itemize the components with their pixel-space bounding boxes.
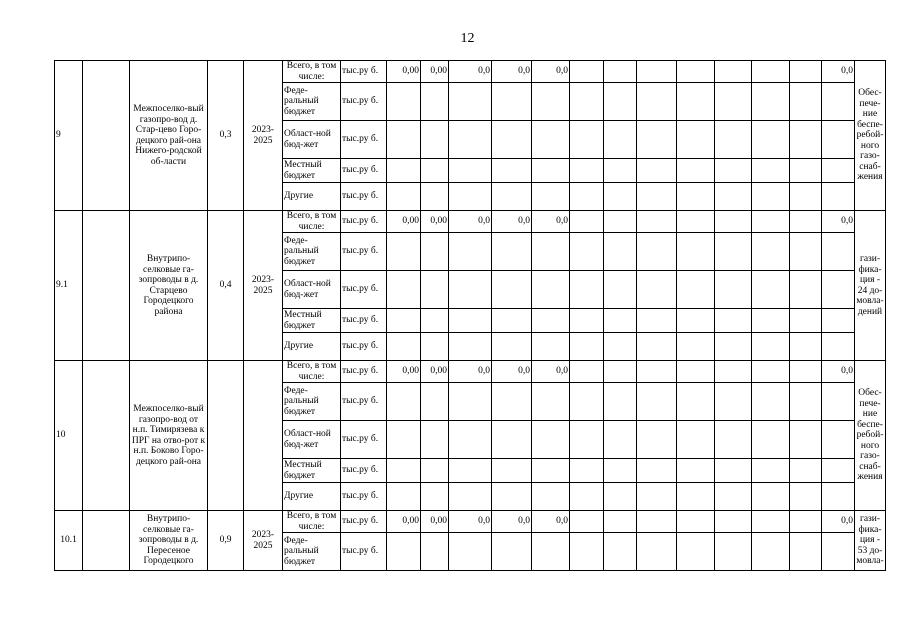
empty-cell (570, 309, 604, 333)
empty-cell (83, 511, 130, 571)
empty-cell (604, 421, 637, 459)
amount-cell: 0,0 (532, 61, 570, 83)
empty-cell (604, 483, 637, 511)
empty-cell (387, 383, 421, 421)
empty-cell (570, 361, 604, 383)
empty-cell (604, 61, 637, 83)
empty-cell (449, 383, 492, 421)
unit-label: тыс.ру б. (341, 309, 387, 333)
empty-cell (790, 159, 822, 183)
length-value (208, 361, 244, 511)
empty-cell (387, 483, 421, 511)
empty-cell (790, 361, 822, 383)
amount-cell: 0,0 (492, 211, 532, 233)
empty-cell (822, 233, 855, 271)
empty-cell (449, 183, 492, 211)
empty-cell (421, 459, 449, 483)
row-number: 10 (55, 361, 83, 511)
empty-cell (637, 183, 677, 211)
empty-cell (449, 459, 492, 483)
empty-cell (715, 61, 752, 83)
empty-cell (822, 271, 855, 309)
empty-cell (715, 183, 752, 211)
empty-cell (387, 459, 421, 483)
empty-cell (492, 271, 532, 309)
empty-cell (790, 483, 822, 511)
empty-cell (532, 421, 570, 459)
empty-cell (532, 383, 570, 421)
funding-source: Всего, в том числе: (283, 211, 341, 233)
page-number: 12 (460, 31, 475, 46)
empty-cell (637, 121, 677, 159)
empty-cell (532, 459, 570, 483)
empty-cell (752, 309, 790, 333)
empty-cell (752, 211, 790, 233)
empty-cell (570, 383, 604, 421)
funding-source: Другие (283, 333, 341, 361)
empty-cell (677, 83, 715, 121)
amount-cell: 0,0 (822, 511, 855, 533)
empty-cell (637, 511, 677, 533)
empty-cell (752, 361, 790, 383)
empty-cell (570, 159, 604, 183)
funding-source: Феде-ральный бюджет (283, 533, 341, 571)
expected-result: Обес-пече-ние беспе-ребой-ного газо-снаб-жения (855, 61, 886, 211)
empty-cell (604, 511, 637, 533)
empty-cell (790, 511, 822, 533)
object-name: Межпоселко-вый газопро-вод д. Стар-цево Горо-децкого рай-она Нижего-родской об-ласти (130, 61, 208, 211)
empty-cell (570, 83, 604, 121)
funding-source: Всего, в том числе: (283, 511, 341, 533)
empty-cell (715, 121, 752, 159)
amount-cell: 0,0 (449, 211, 492, 233)
unit-label: тыс.ру б. (341, 421, 387, 459)
empty-cell (421, 483, 449, 511)
empty-cell (677, 61, 715, 83)
empty-cell (677, 483, 715, 511)
empty-cell (532, 533, 570, 571)
empty-cell (637, 459, 677, 483)
empty-cell (387, 183, 421, 211)
empty-cell (752, 533, 790, 571)
empty-cell (570, 233, 604, 271)
empty-cell (715, 421, 752, 459)
empty-cell (492, 233, 532, 271)
unit-label: тыс.ру б. (341, 83, 387, 121)
funding-source: Феде-ральный бюджет (283, 383, 341, 421)
empty-cell (752, 121, 790, 159)
empty-cell (637, 333, 677, 361)
empty-cell (532, 333, 570, 361)
empty-cell (387, 121, 421, 159)
empty-cell (421, 333, 449, 361)
empty-cell (637, 159, 677, 183)
empty-cell (604, 333, 637, 361)
empty-cell (604, 83, 637, 121)
empty-cell (822, 421, 855, 459)
empty-cell (387, 309, 421, 333)
unit-label: тыс.ру б. (341, 459, 387, 483)
empty-cell (752, 183, 790, 211)
funding-source: Феде-ральный бюджет (283, 83, 341, 121)
empty-cell (752, 511, 790, 533)
expected-result: гази-фика-ция - 24 до-мовла-дений (855, 211, 886, 361)
empty-cell (677, 459, 715, 483)
empty-cell (790, 421, 822, 459)
empty-cell (532, 271, 570, 309)
empty-cell (604, 233, 637, 271)
amount-cell: 0,0 (449, 61, 492, 83)
empty-cell (492, 309, 532, 333)
unit-label: тыс.ру б. (341, 533, 387, 571)
empty-cell (752, 233, 790, 271)
empty-cell (715, 383, 752, 421)
empty-cell (677, 211, 715, 233)
empty-cell (449, 233, 492, 271)
empty-cell (449, 483, 492, 511)
empty-cell (637, 211, 677, 233)
funding-source: Местный бюджет (283, 159, 341, 183)
empty-cell (570, 211, 604, 233)
row-number: 10.1 (55, 511, 83, 571)
empty-cell (790, 183, 822, 211)
empty-cell (715, 271, 752, 309)
empty-cell (570, 61, 604, 83)
empty-cell (752, 83, 790, 121)
empty-cell (570, 183, 604, 211)
empty-cell (387, 533, 421, 571)
empty-cell (492, 83, 532, 121)
empty-cell (752, 333, 790, 361)
empty-cell (790, 83, 822, 121)
unit-label: тыс.ру б. (341, 511, 387, 533)
expected-result: Обес-пече-ние беспе-ребой-ного газо-снаб-жения (855, 361, 886, 511)
empty-cell (570, 333, 604, 361)
length-value: 0,4 (208, 211, 244, 361)
empty-cell (715, 309, 752, 333)
unit-label: тыс.ру б. (341, 211, 387, 233)
empty-cell (790, 121, 822, 159)
empty-cell (715, 233, 752, 271)
empty-cell (822, 183, 855, 211)
amount-cell: 0,00 (421, 61, 449, 83)
empty-cell (570, 533, 604, 571)
amount-cell: 0,00 (421, 211, 449, 233)
empty-cell (715, 361, 752, 383)
row-number: 9.1 (55, 211, 83, 361)
empty-cell (637, 361, 677, 383)
empty-cell (604, 383, 637, 421)
amount-cell: 0,0 (449, 511, 492, 533)
empty-cell (492, 483, 532, 511)
empty-cell (449, 271, 492, 309)
empty-cell (790, 271, 822, 309)
empty-cell (752, 383, 790, 421)
empty-cell (822, 121, 855, 159)
empty-cell (449, 421, 492, 459)
funding-source: Всего, в том числе: (283, 361, 341, 383)
empty-cell (715, 159, 752, 183)
empty-cell (570, 511, 604, 533)
empty-cell (790, 233, 822, 271)
amount-cell: 0,0 (532, 211, 570, 233)
empty-cell (637, 271, 677, 309)
empty-cell (492, 533, 532, 571)
empty-cell (677, 233, 715, 271)
unit-label: тыс.ру б. (341, 233, 387, 271)
empty-cell (752, 421, 790, 459)
unit-label: тыс.ру б. (341, 159, 387, 183)
empty-cell (570, 271, 604, 309)
table-row (55, 61, 886, 83)
empty-cell (604, 271, 637, 309)
empty-cell (83, 61, 130, 211)
empty-cell (604, 361, 637, 383)
empty-cell (677, 361, 715, 383)
length-value: 0,9 (208, 511, 244, 571)
empty-cell (822, 333, 855, 361)
empty-cell (715, 211, 752, 233)
empty-cell (532, 83, 570, 121)
empty-cell (532, 121, 570, 159)
empty-cell (822, 459, 855, 483)
empty-cell (387, 271, 421, 309)
empty-cell (637, 309, 677, 333)
table-row (55, 361, 886, 383)
funding-source: Всего, в том числе: (283, 61, 341, 83)
empty-cell (604, 459, 637, 483)
empty-cell (421, 83, 449, 121)
empty-cell (387, 159, 421, 183)
funding-source: Област-ной бюд-жет (283, 121, 341, 159)
empty-cell (421, 159, 449, 183)
empty-cell (752, 459, 790, 483)
amount-cell: 0,0 (532, 361, 570, 383)
empty-cell (715, 483, 752, 511)
empty-cell (715, 333, 752, 361)
empty-cell (752, 271, 790, 309)
empty-cell (677, 383, 715, 421)
period-value (244, 361, 283, 511)
empty-cell (492, 333, 532, 361)
empty-cell (492, 383, 532, 421)
funding-source: Област-ной бюд-жет (283, 421, 341, 459)
empty-cell (449, 333, 492, 361)
empty-cell (790, 459, 822, 483)
empty-cell (492, 459, 532, 483)
empty-cell (677, 183, 715, 211)
empty-cell (83, 361, 130, 511)
empty-cell (421, 271, 449, 309)
empty-cell (421, 309, 449, 333)
empty-cell (532, 309, 570, 333)
empty-cell (449, 121, 492, 159)
object-name: Внутрипо-селковые га-зопроводы в д. Пересеное Городецкого (130, 511, 208, 571)
funding-source: Местный бюджет (283, 459, 341, 483)
empty-cell (790, 309, 822, 333)
empty-cell (822, 309, 855, 333)
empty-cell (492, 421, 532, 459)
empty-cell (715, 83, 752, 121)
unit-label: тыс.ру б. (341, 333, 387, 361)
program-table (54, 60, 886, 571)
object-name: Межпоселко-вый газопро-вод от н.п. Тимирязева к ПРГ на отво-рот к н.п. Боково Горо-децкого рай-она (130, 361, 208, 511)
expected-result: гази-фика-ция - 53 до-мовла- (855, 511, 886, 571)
empty-cell (677, 271, 715, 309)
empty-cell (604, 533, 637, 571)
empty-cell (532, 183, 570, 211)
empty-cell (570, 459, 604, 483)
amount-cell: 0,00 (387, 211, 421, 233)
empty-cell (387, 333, 421, 361)
empty-cell (822, 383, 855, 421)
empty-cell (421, 233, 449, 271)
empty-cell (637, 421, 677, 459)
funding-source: Местный бюджет (283, 309, 341, 333)
empty-cell (790, 383, 822, 421)
amount-cell: 0,0 (822, 361, 855, 383)
empty-cell (570, 121, 604, 159)
empty-cell (492, 159, 532, 183)
empty-cell (677, 159, 715, 183)
length-value: 0,3 (208, 61, 244, 211)
empty-cell (637, 383, 677, 421)
empty-cell (492, 121, 532, 159)
empty-cell (492, 183, 532, 211)
empty-cell (449, 533, 492, 571)
empty-cell (570, 421, 604, 459)
unit-label: тыс.ру б. (341, 271, 387, 309)
empty-cell (604, 211, 637, 233)
empty-cell (752, 159, 790, 183)
empty-cell (421, 121, 449, 159)
empty-cell (532, 233, 570, 271)
empty-cell (421, 383, 449, 421)
empty-cell (790, 211, 822, 233)
amount-cell: 0,0 (822, 211, 855, 233)
empty-cell (83, 211, 130, 361)
empty-cell (604, 183, 637, 211)
empty-cell (822, 483, 855, 511)
table-row (55, 511, 886, 533)
empty-cell (570, 483, 604, 511)
empty-cell (449, 159, 492, 183)
empty-cell (421, 421, 449, 459)
empty-cell (604, 159, 637, 183)
unit-label: тыс.ру б. (341, 383, 387, 421)
empty-cell (677, 421, 715, 459)
funding-source: Другие (283, 483, 341, 511)
empty-cell (637, 61, 677, 83)
unit-label: тыс.ру б. (341, 121, 387, 159)
empty-cell (387, 233, 421, 271)
object-name: Внутрипо-селковые га-зопроводы в д. Старцево Городецкого района (130, 211, 208, 361)
empty-cell (449, 309, 492, 333)
empty-cell (790, 333, 822, 361)
empty-cell (822, 533, 855, 571)
empty-cell (532, 159, 570, 183)
empty-cell (822, 83, 855, 121)
period-value: 2023-2025 (244, 211, 283, 361)
amount-cell: 0,0 (492, 61, 532, 83)
empty-cell (637, 483, 677, 511)
empty-cell (637, 233, 677, 271)
empty-cell (677, 309, 715, 333)
empty-cell (677, 511, 715, 533)
empty-cell (532, 483, 570, 511)
amount-cell: 0,00 (421, 511, 449, 533)
period-value: 2023-2025 (244, 61, 283, 211)
empty-cell (715, 533, 752, 571)
table-row (55, 211, 886, 233)
empty-cell (715, 459, 752, 483)
amount-cell: 0,0 (822, 61, 855, 83)
empty-cell (822, 159, 855, 183)
empty-cell (604, 309, 637, 333)
funding-source: Другие (283, 183, 341, 211)
empty-cell (752, 483, 790, 511)
empty-cell (790, 533, 822, 571)
row-number: 9 (55, 61, 83, 211)
empty-cell (449, 83, 492, 121)
amount-cell: 0,0 (532, 511, 570, 533)
empty-cell (421, 533, 449, 571)
empty-cell (752, 61, 790, 83)
empty-cell (387, 421, 421, 459)
empty-cell (637, 83, 677, 121)
funding-source: Област-ной бюд-жет (283, 271, 341, 309)
amount-cell: 0,0 (492, 361, 532, 383)
funding-source: Феде-ральный бюджет (283, 233, 341, 271)
empty-cell (715, 511, 752, 533)
empty-cell (637, 533, 677, 571)
amount-cell: 0,0 (449, 361, 492, 383)
empty-cell (387, 83, 421, 121)
unit-label: тыс.ру б. (341, 483, 387, 511)
unit-label: тыс.ру б. (341, 361, 387, 383)
empty-cell (790, 61, 822, 83)
period-value: 2023-2025 (244, 511, 283, 571)
empty-cell (604, 121, 637, 159)
empty-cell (421, 183, 449, 211)
unit-label: тыс.ру б. (341, 61, 387, 83)
empty-cell (677, 533, 715, 571)
amount-cell: 0,00 (387, 361, 421, 383)
empty-cell (677, 333, 715, 361)
empty-cell (677, 121, 715, 159)
amount-cell: 0,00 (421, 361, 449, 383)
amount-cell: 0,00 (387, 61, 421, 83)
amount-cell: 0,00 (387, 511, 421, 533)
amount-cell: 0,0 (492, 511, 532, 533)
unit-label: тыс.ру б. (341, 183, 387, 211)
